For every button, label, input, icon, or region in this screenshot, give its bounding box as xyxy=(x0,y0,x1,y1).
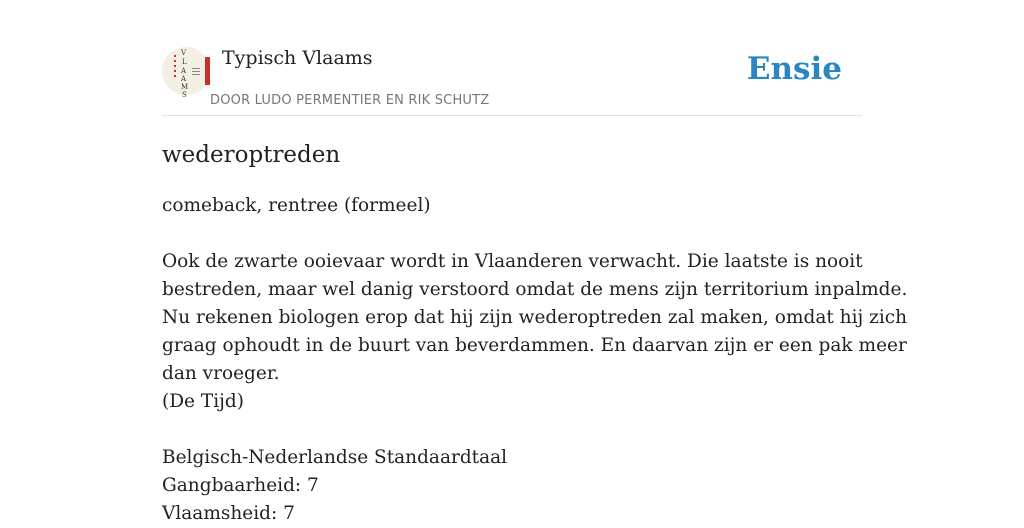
entry-definition: comeback, rentree (formeel) xyxy=(162,195,431,216)
language-variant: Belgisch-Nederlandse Standaardtaal xyxy=(162,447,508,468)
ensie-brand-link[interactable]: Ensie xyxy=(746,51,842,87)
logo-red-edge xyxy=(205,57,210,85)
site-title-link[interactable]: Typisch Vlaams xyxy=(222,47,373,69)
page-container xyxy=(162,0,908,524)
logo-letter: A xyxy=(181,67,187,75)
example-line: graag ophoudt in de buurt van beverdammen. En daarvan zijn er een pak meer xyxy=(162,335,907,356)
example-line: dan vroeger. xyxy=(162,363,280,384)
logo-red-marks xyxy=(174,55,176,79)
example-line: Nu rekenen biologen erop dat hij zijn wederoptreden zal maken, omdat hij zich xyxy=(162,307,908,328)
paragraph-spacer xyxy=(162,220,862,248)
example-source: (De Tijd) xyxy=(162,391,244,412)
logo-letter: M xyxy=(181,83,189,91)
logo-letter: A xyxy=(181,75,187,83)
vlaamsheid-rating: Vlaamsheid: 7 xyxy=(162,503,295,524)
entry-body xyxy=(162,192,908,528)
author-byline: DOOR LUDO PERMENTIER EN RIK SCHUTZ xyxy=(210,93,490,108)
entry-term: wederoptreden xyxy=(162,142,341,168)
example-line: bestreden, maar wel danig verstoord omdat de mens zijn territorium inpalmde. xyxy=(162,279,908,300)
logo-letter: V xyxy=(181,49,187,57)
example-line: Ook de zwarte ooievaar wordt in Vlaanderen verwacht. Die laatste is nooit xyxy=(162,251,863,272)
gangbaarheid-rating: Gangbaarheid: 7 xyxy=(162,475,319,496)
logo-letter: S xyxy=(182,91,187,99)
header xyxy=(162,0,862,116)
logo-text-lines xyxy=(192,68,200,69)
typisch-vlaams-logo-icon[interactable] xyxy=(162,47,210,99)
logo-letter: L xyxy=(182,58,187,66)
paragraph-spacer xyxy=(162,416,862,444)
